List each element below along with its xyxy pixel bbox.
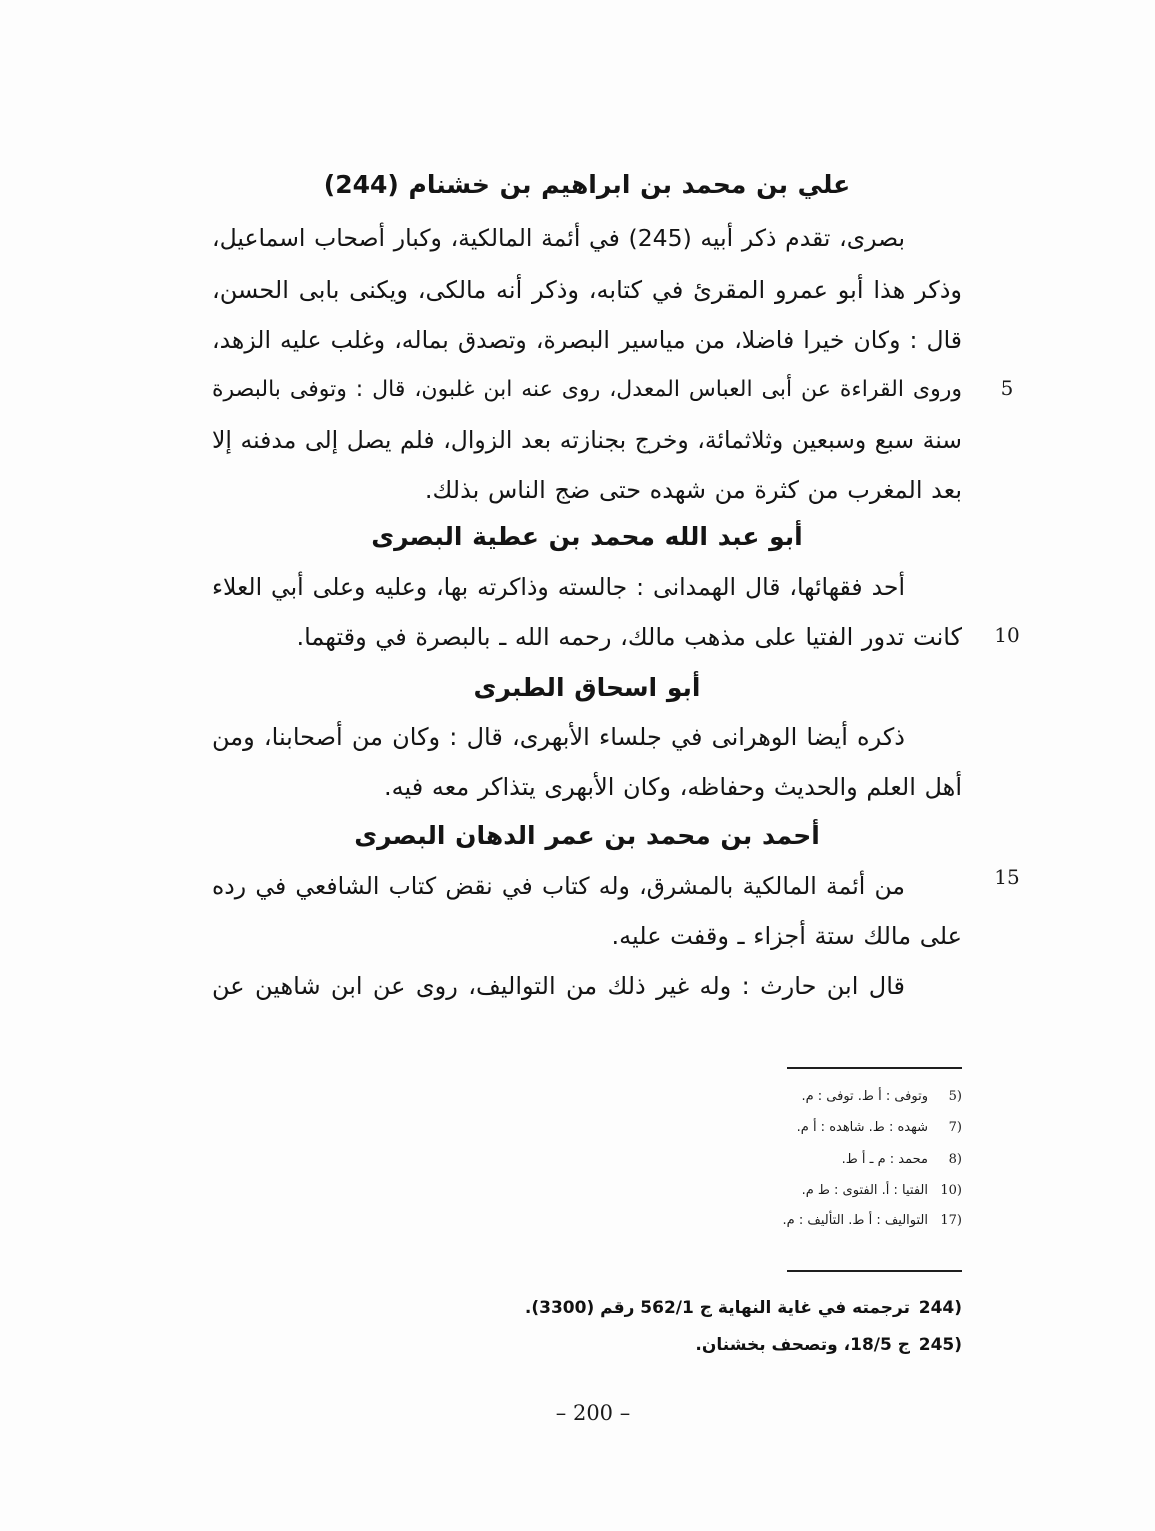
- text-line: بعد المغرب من كثرة من شهده حتى ضج الناس بذلك.: [424, 476, 962, 504]
- apparatus-note-text: وتوفى : أ ط. توفى : م.: [801, 1089, 928, 1104]
- apparatus-note: [702, 1117, 962, 1139]
- entry-heading: أحمد بن محمد بن عمر الدهان البصرى: [354, 821, 820, 850]
- text-line: أهل العلم والحديث وحفاظه، وكان الأبهرى يتذاكر معه فيه.: [384, 773, 962, 801]
- entry-heading: علي بن محمد بن ابراهيم بن خشنام (244): [323, 170, 851, 199]
- apparatus-note-text: الفتيا : أ. الفتوى : ط م.: [801, 1183, 928, 1198]
- text-line: بصرى، تقدم ذكر أبيه (245) في أئمة المالكية، وكبار أصحاب اسماعيل،: [212, 224, 905, 252]
- apparatus-note-number: 17): [940, 1213, 962, 1228]
- text-line: كانت تدور الفتيا على مذهب مالك، رحمه الله ـ بالبصرة في وقتهما.: [296, 623, 962, 651]
- apparatus-note-number: 7): [948, 1120, 962, 1135]
- text-line: وذكر هذا أبو عمرو المقرئ في كتابه، وذكر أنه مالكى، ويكنى بابى الحسن،: [212, 276, 962, 304]
- footnote: [442, 1331, 962, 1359]
- apparatus-note-text: شهده : ط. شاهده : أ م.: [796, 1120, 928, 1135]
- apparatus-note-number: 8): [948, 1152, 962, 1167]
- apparatus-note: [702, 1210, 962, 1232]
- text-line: سنة سبع وسبعين وثلاثمائة، وخرج بجنازته بعد الزوال، فلم يصل إلى مدفنه إلا: [212, 426, 962, 454]
- line-number: 10: [994, 623, 1020, 647]
- apparatus-note-text: محمد : م ـ أ ط.: [841, 1152, 928, 1167]
- entry-heading: أبو اسحاق الطبرى: [473, 673, 701, 702]
- apparatus-note-number: 5): [948, 1089, 962, 1104]
- footnote-rule: [787, 1067, 962, 1069]
- text-line: أحد فقهائها، قال الهمدانى : جالسته وذاكرته بها، وعليه وعلى أبي العلاء: [212, 573, 905, 601]
- text-line: قال ابن حارث : وله غير ذلك من التواليف، روى عن ابن شاهين عن: [212, 972, 905, 1000]
- footnote-number: 244): [918, 1298, 962, 1318]
- apparatus-note: [702, 1086, 962, 1108]
- text-line: قال : وكان خيرا فاضلا، من مياسير البصرة، وتصدق بماله، وغلب عليه الزهد،: [212, 326, 962, 354]
- entry-heading: أبو عبد الله محمد بن عطية البصرى: [371, 522, 803, 551]
- apparatus-note-text: التواليف : أ ط. التأليف : م.: [782, 1213, 928, 1228]
- page-number: – 200 –: [555, 1401, 631, 1425]
- line-number: 15: [994, 865, 1020, 889]
- footnote-rule: [787, 1270, 962, 1272]
- line-number: 5: [1000, 376, 1014, 400]
- footnote-text: ج 18/5، وتصحف بخشنان.: [695, 1335, 910, 1355]
- footnote-text: ترجمته في غاية النهاية ج 562/1 رقم (3300).: [524, 1298, 910, 1318]
- text-line: وروى القراءة عن أبى العباس المعدل، روى عنه ابن غلبون، قال : وتوفى بالبصرة: [212, 377, 962, 402]
- apparatus-note-number: 10): [940, 1183, 962, 1198]
- text-line: ذكره أيضا الوهرانى في جلساء الأبهرى، قال : وكان من أصحابنا، ومن: [212, 723, 905, 751]
- apparatus-note: [702, 1180, 962, 1202]
- footnote-number: 245): [918, 1335, 962, 1355]
- footnote: [442, 1294, 962, 1322]
- text-line: من أئمة المالكية بالمشرق، وله كتاب في نقض كتاب الشافعي في رده: [212, 872, 905, 900]
- apparatus-note: [702, 1149, 962, 1171]
- text-line: على مالك ستة أجزاء ـ وقفت عليه.: [611, 922, 962, 950]
